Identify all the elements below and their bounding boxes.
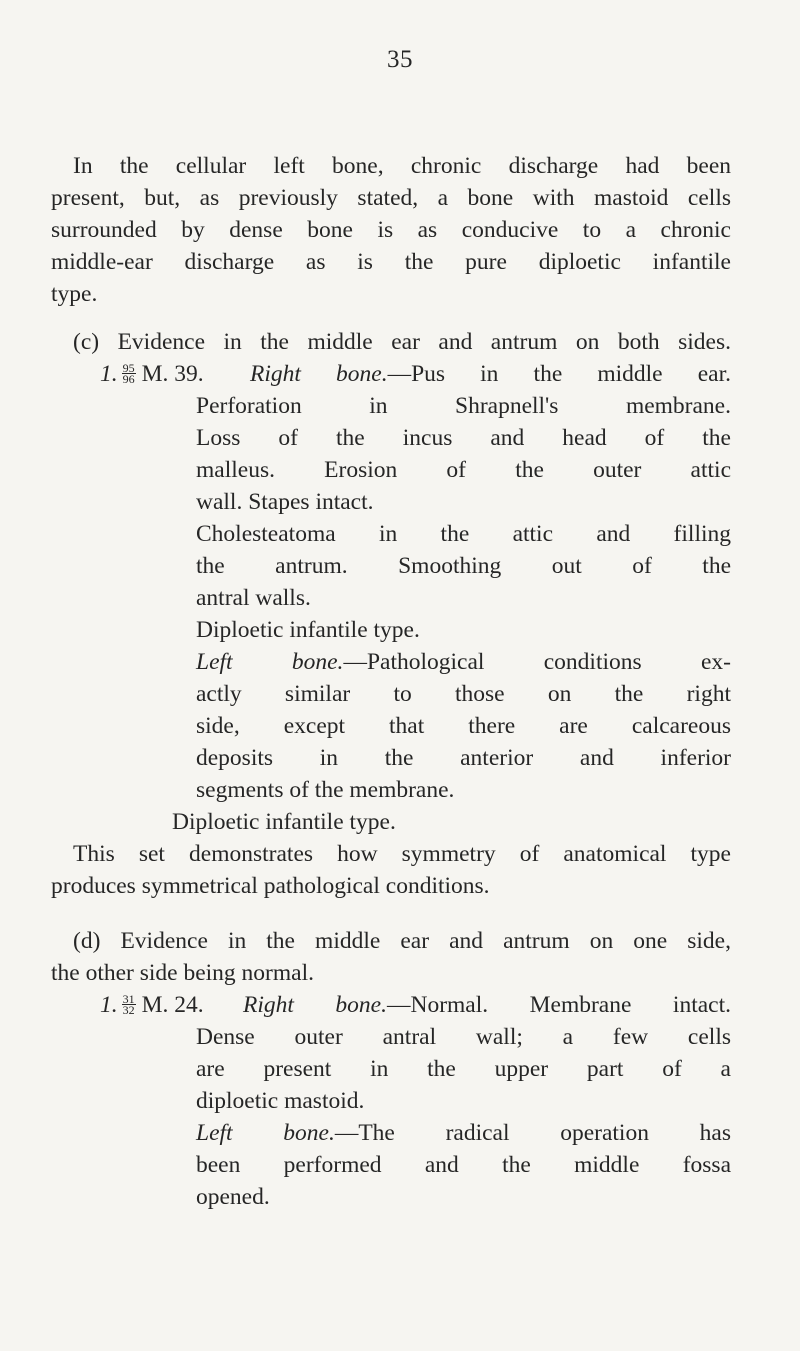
section-d-case-1 <box>100 989 204 1021</box>
case-number: 1. <box>100 992 118 1018</box>
case-subject: M. 39. <box>141 361 204 387</box>
section-c-right-line-3: Loss of the incus and head of the <box>196 425 731 451</box>
section-d-left-line-2: been performed and the middle fossa <box>196 1152 731 1178</box>
section-c-left-line-2: actly similar to those on the right <box>196 681 731 707</box>
section-d-right-line-3: are present in the upper part of a <box>196 1056 731 1082</box>
fraction-numerator: 95 <box>122 361 135 376</box>
fraction-numerator: 31 <box>122 992 135 1007</box>
section-d-right-line-2: Dense outer antral wall; a few cells <box>196 1024 731 1050</box>
section-d-right-first-line <box>243 989 731 1021</box>
right-bone-text-1: —Normal. Membrane intact. <box>386 992 731 1018</box>
section-c-right-line-6: Cholesteatoma in the attic and filling <box>196 521 731 547</box>
para1-line-3: surrounded by dense bone is as conducive to a chronic <box>51 217 731 243</box>
section-c-left-line-6: Diploetic infantile type. <box>172 809 396 835</box>
case-fraction <box>122 361 136 387</box>
section-d-left-line-3: opened. <box>196 1184 270 1210</box>
section-c-right-line-4: malleus. Erosion of the outer attic <box>196 457 731 483</box>
para1-line-4: middle-ear discharge as is the pure diploetic infantile <box>51 249 731 275</box>
section-c-summary-2: produces symmetrical pathological conditions. <box>51 873 490 899</box>
right-bone-label: Right bone. <box>250 361 388 387</box>
para1-line-5: type. <box>51 281 98 307</box>
section-d-heading-1: (d) Evidence in the middle ear and antrum on one side, <box>73 928 731 954</box>
right-bone-label: Right bone. <box>243 992 387 1018</box>
section-c-case-1 <box>100 358 204 390</box>
section-c-heading: (c) Evidence in the middle ear and antrum on both sides. <box>73 329 731 355</box>
para1-line-2: present, but, as previously stated, a bone with mastoid cells <box>51 185 731 211</box>
section-c-left-line-5: segments of the membrane. <box>196 777 455 803</box>
left-bone-text-1: —Pathological conditions ex- <box>343 649 731 675</box>
section-c-right-line-5: wall. Stapes intact. <box>196 489 374 515</box>
section-c-right-line-9: Diploetic infantile type. <box>196 617 420 643</box>
section-c-left-first-line <box>196 646 731 678</box>
section-c-right-line-7: the antrum. Smoothing out of the <box>196 553 731 579</box>
section-c-right-line-2: Perforation in Shrapnell's membrane. <box>196 393 731 419</box>
case-number: 1. <box>100 361 118 387</box>
section-d-heading-2: the other side being normal. <box>51 960 314 986</box>
section-c-right-first-line <box>250 358 731 390</box>
page-number: 35 <box>387 46 413 73</box>
section-d-left-first-line <box>196 1117 731 1149</box>
case-fraction <box>122 992 136 1018</box>
right-bone-text-1: —Pus in the middle ear. <box>387 361 731 387</box>
para1-line-1: In the cellular left bone, chronic discharge had been <box>73 153 731 179</box>
fraction-denominator: 96 <box>122 372 135 387</box>
section-d-right-line-4: diploetic mastoid. <box>196 1088 365 1114</box>
case-subject: M. 24. <box>141 992 204 1018</box>
fraction-denominator: 32 <box>122 1003 135 1018</box>
section-c-left-line-4: deposits in the anterior and inferior <box>196 745 731 771</box>
left-bone-label: Left bone. <box>196 649 344 675</box>
section-c-summary-1: This set demonstrates how symmetry of anatomical type <box>73 841 731 867</box>
section-c-left-line-3: side, except that there are calcareous <box>196 713 731 739</box>
section-c-right-line-8: antral walls. <box>196 585 311 611</box>
left-bone-text-1: —The radical operation has <box>334 1120 731 1146</box>
left-bone-label: Left bone. <box>196 1120 335 1146</box>
